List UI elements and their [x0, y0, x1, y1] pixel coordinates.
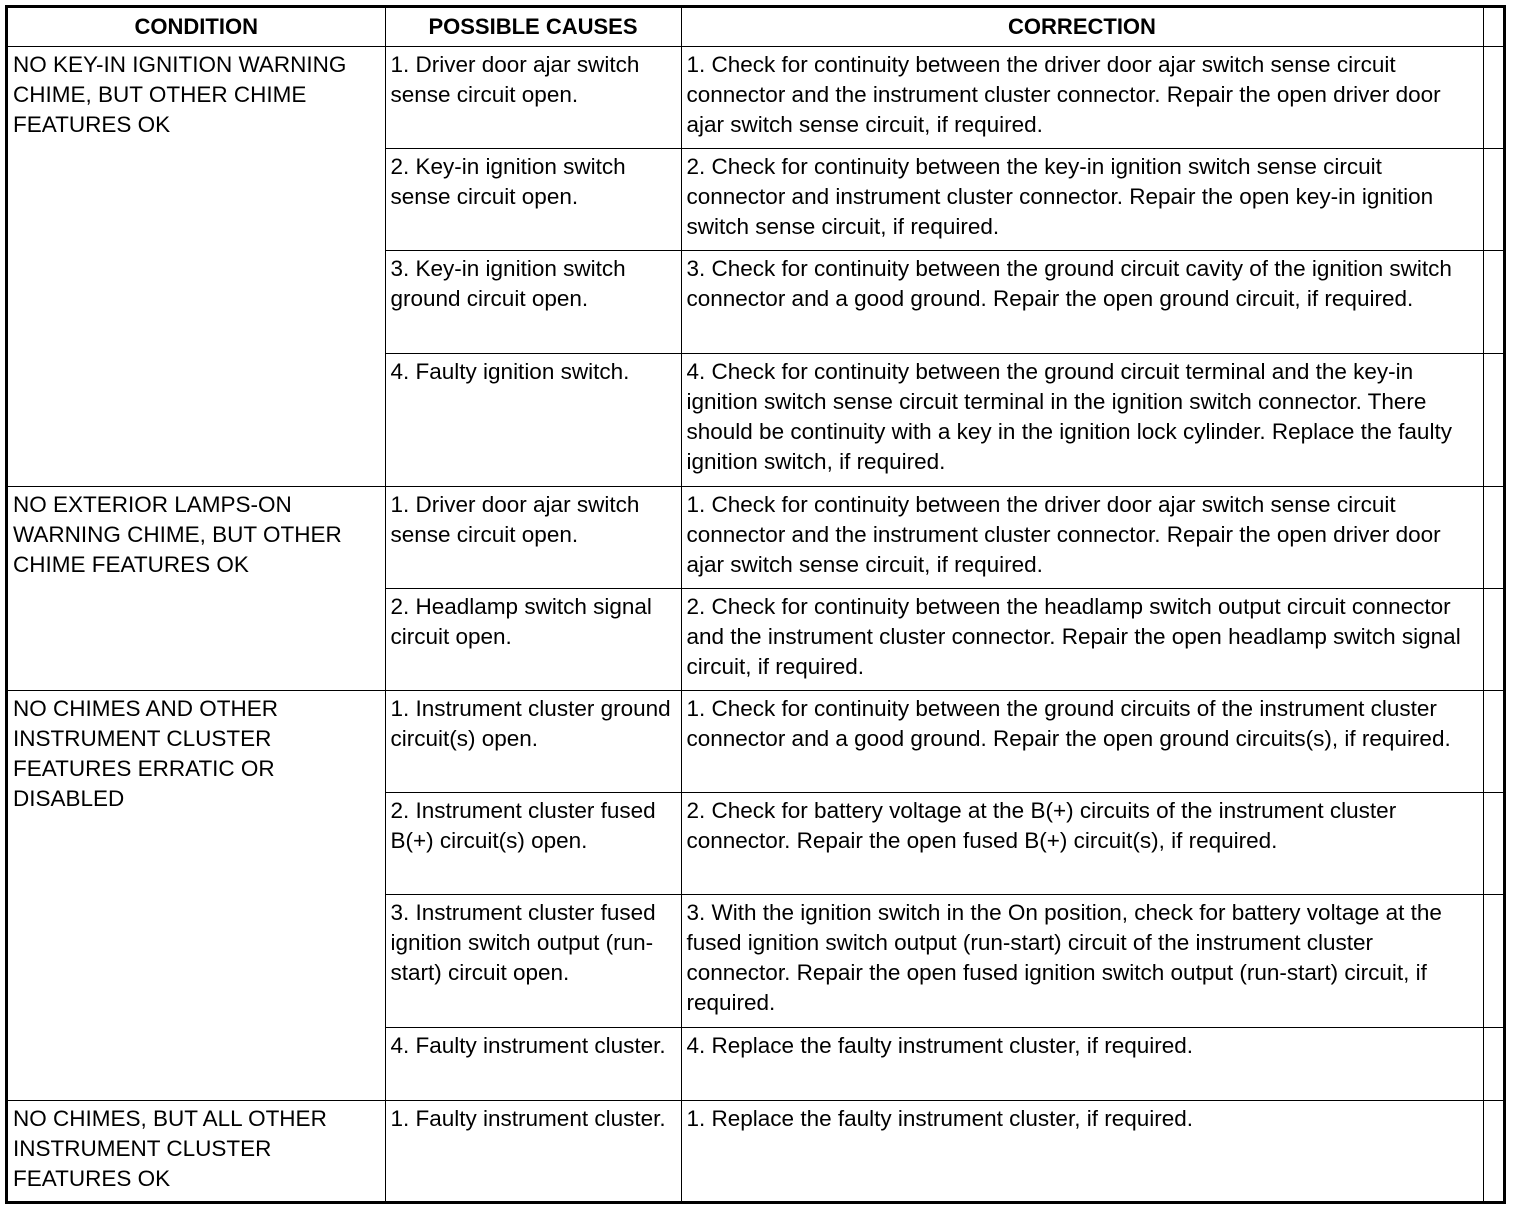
correction-cell: 1. Check for continuity between the driver door ajar switch sense circuit connector and the instrument cluster connector. Repair the open driver door ajar switch sense circuit, if required. [681, 486, 1483, 588]
header-condition: CONDITION [8, 8, 385, 46]
blank-cell [1483, 46, 1503, 148]
correction-cell: 3. Check for continuity between the ground circuit cavity of the ignition switch connector and a good ground. Repair the open ground circuit, if required. [681, 250, 1483, 353]
correction-cell: 2. Check for continuity between the key-in ignition switch sense circuit connector and instrument cluster connector. Repair the open key-in ignition switch sense circuit, if required. [681, 148, 1483, 250]
possible-cause-cell: 1. Driver door ajar switch sense circuit open. [385, 486, 681, 588]
condition-cell: NO CHIMES AND OTHER INSTRUMENT CLUSTER FEATURES ERRATIC OR DISABLED [8, 690, 385, 1100]
table-row [8, 46, 1503, 148]
possible-cause-cell: 1. Instrument cluster ground circuit(s) open. [385, 690, 681, 792]
correction-cell: 1. Check for continuity between the driver door ajar switch sense circuit connector and the instrument cluster connector. Repair the open driver door ajar switch sense circuit, if required. [681, 46, 1483, 148]
diagnosis-chart [5, 5, 1506, 1204]
header-row [8, 8, 1503, 46]
blank-cell [1483, 1100, 1503, 1202]
blank-cell [1483, 148, 1503, 250]
possible-cause-cell: 1. Driver door ajar switch sense circuit open. [385, 46, 681, 148]
possible-cause-cell: 2. Key-in ignition switch sense circuit open. [385, 148, 681, 250]
possible-cause-cell: 4. Faulty instrument cluster. [385, 1027, 681, 1100]
possible-cause-cell: 3. Instrument cluster fused ignition switch output (run-start) circuit open. [385, 894, 681, 1027]
table-row [8, 1100, 1503, 1202]
correction-cell: 2. Check for continuity between the headlamp switch output circuit connector and the instrument cluster connector. Repair the open headlamp switch signal circuit, if required. [681, 588, 1483, 690]
correction-cell: 4. Replace the faulty instrument cluster, if required. [681, 1027, 1483, 1100]
possible-cause-cell: 4. Faulty ignition switch. [385, 353, 681, 486]
table-row [8, 690, 1503, 792]
blank-cell [1483, 486, 1503, 588]
blank-cell [1483, 792, 1503, 894]
table-row [8, 486, 1503, 588]
blank-cell [1483, 1027, 1503, 1100]
correction-cell: 4. Check for continuity between the ground circuit terminal and the key-in ignition switch sense circuit terminal in the ignition switch connector. There should be continuity with a key in the ignition lock cylinder. Replace the faulty ignition switch, if required. [681, 353, 1483, 486]
condition-cell: NO CHIMES, BUT ALL OTHER INSTRUMENT CLUSTER FEATURES OK [8, 1100, 385, 1202]
correction-cell: 1. Check for continuity between the ground circuits of the instrument cluster connector and a good ground. Repair the open ground circuits(s), if required. [681, 690, 1483, 792]
header-correction: CORRECTION [681, 8, 1483, 46]
blank-cell [1483, 250, 1503, 353]
blank-cell [1483, 353, 1503, 486]
possible-cause-cell: 3. Key-in ignition switch ground circuit open. [385, 250, 681, 353]
condition-cell: NO KEY-IN IGNITION WARNING CHIME, BUT OTHER CHIME FEATURES OK [8, 46, 385, 486]
blank-cell [1483, 690, 1503, 792]
header-possible-causes: POSSIBLE CAUSES [385, 8, 681, 46]
possible-cause-cell: 2. Instrument cluster fused B(+) circuit(s) open. [385, 792, 681, 894]
blank-cell [1483, 894, 1503, 1027]
table-body [8, 8, 1503, 1202]
header-blank-cell [1483, 8, 1503, 46]
correction-cell: 2. Check for battery voltage at the B(+) circuits of the instrument cluster connector. Repair the open fused B(+) circuit(s), if required. [681, 792, 1483, 894]
condition-cell: NO EXTERIOR LAMPS-ON WARNING CHIME, BUT OTHER CHIME FEATURES OK [8, 486, 385, 690]
correction-cell: 3. With the ignition switch in the On position, check for battery voltage at the fused ignition switch output (run-start) circuit of the instrument cluster connector. Repair the open fused ignition switch output (run-start) circuit, if required. [681, 894, 1483, 1027]
diagnosis-table [8, 8, 1503, 1202]
blank-cell [1483, 588, 1503, 690]
possible-cause-cell: 2. Headlamp switch signal circuit open. [385, 588, 681, 690]
possible-cause-cell: 1. Faulty instrument cluster. [385, 1100, 681, 1202]
correction-cell: 1. Replace the faulty instrument cluster, if required. [681, 1100, 1483, 1202]
